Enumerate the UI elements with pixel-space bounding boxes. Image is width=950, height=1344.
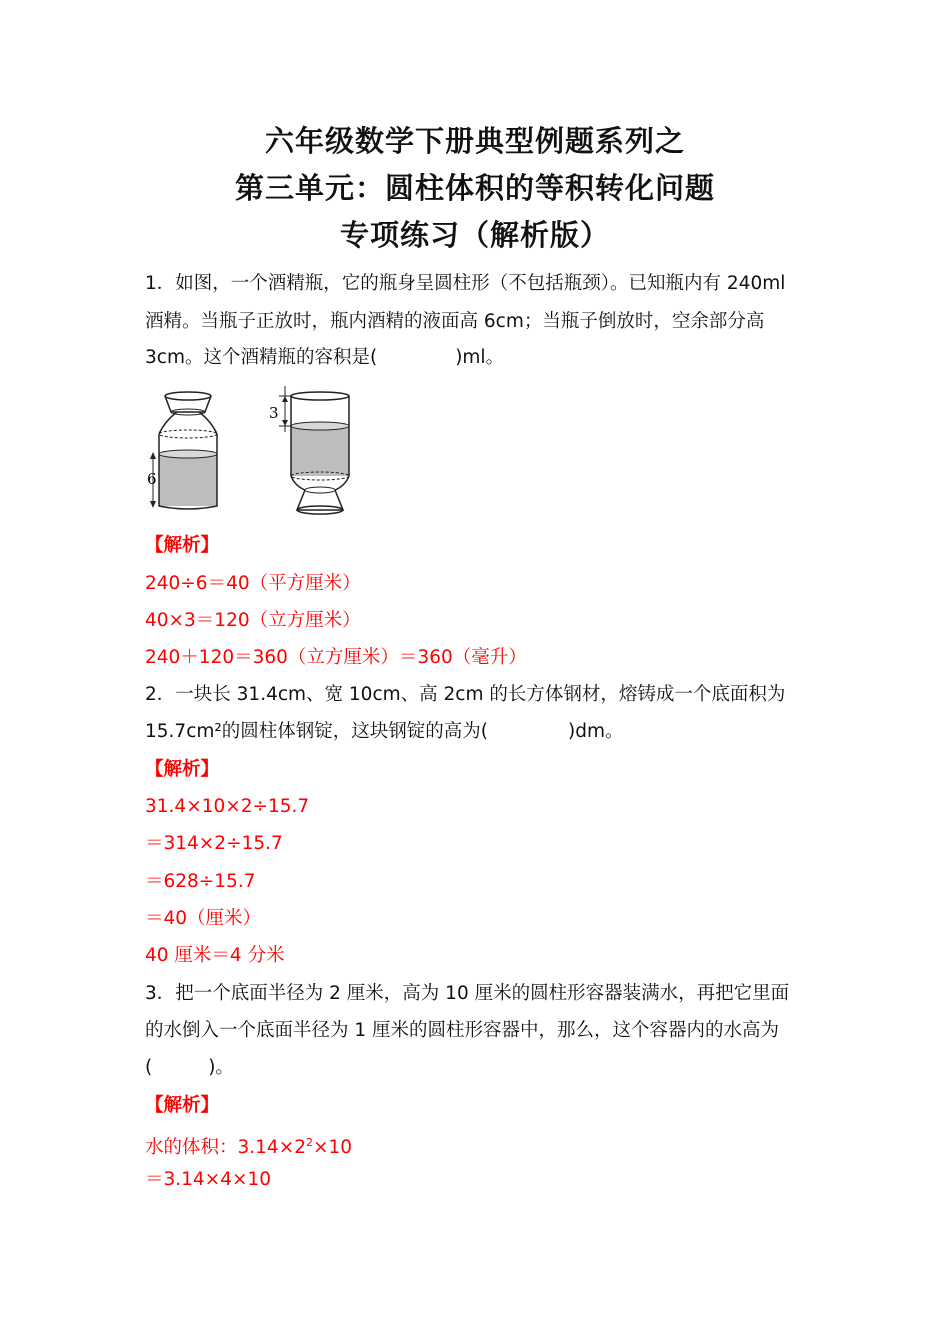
empty-space-label-3: 3 [269,404,279,422]
q1-line-3-end: )ml。 [455,347,505,368]
q2-line-2-start: 15.7cm²的圆柱体钢锭，这块钢锭的高为( [145,721,489,742]
q3-text-line-1: 3．把一个底面半径为 2 厘米，高为 10 厘米的圆柱形容器装满水，再把它里面 [145,983,790,1004]
q2-solution-line-5: 40 厘米＝4 分米 [145,945,285,966]
bottle-inverted [279,386,349,514]
q2-solution-line-4: ＝40（厘米） [145,908,262,929]
q1-text-line-2: 酒精。当瓶子正放时，瓶内酒精的液面高 6cm；当瓶子倒放时，空余部分高 [145,311,765,332]
q3-solution-1-prefix: 水的体积：3.14×2 [145,1137,306,1159]
title-line-2: 第三单元：圆柱体积的等积转化问题 [234,171,715,205]
bottle-figure [145,386,365,518]
q3-line-3-end: )。 [208,1057,234,1078]
q2-line-2-end: )dm。 [568,721,624,742]
q1-solution-line-2: 40×3＝120（立方厘米） [145,610,361,631]
q2-solution-line-1: 31.4×10×2÷15.7 [145,796,310,817]
title-line-3: 专项练习（解析版） [339,218,610,252]
title-line-1: 六年级数学下册典型例题系列之 [264,124,685,158]
q3-solution-1-exponent: 2 [305,1136,313,1149]
q3-text-line-3 [145,1055,234,1081]
q2-solution-line-2: ＝314×2÷15.7 [145,833,283,854]
q3-analysis-label: 【解析】 [145,1095,220,1116]
q1-text-line-1: 1．如图，一个酒精瓶，它的瓶身呈圆柱形（不包括瓶颈）。已知瓶内有 240ml [145,273,786,294]
bottle-height-label-6: 6 [147,470,157,488]
q3-solution-line-1 [145,1130,352,1161]
q2-text-line-2 [145,719,624,745]
q1-text-line-3 [145,345,504,371]
q1-solution-line-3: 240＋120＝360（立方厘米）＝360（毫升） [145,647,527,668]
q3-line-3-start: ( [145,1057,153,1078]
q2-solution-line-3: ＝628÷15.7 [145,871,256,892]
bottle-upright [150,392,217,509]
q2-text-line-1: 2．一块长 31.4cm、宽 10cm、高 2cm 的长方体钢材，熔铸成一个底面积为 [145,684,786,705]
q1-line-3-start: 3cm。这个酒精瓶的容积是( [145,347,378,368]
q2-analysis-label: 【解析】 [145,759,220,780]
q3-solution-1-suffix: ×10 [312,1137,353,1159]
q1-solution-line-1: 240÷6＝40（平方厘米） [145,573,361,594]
title-block [0,118,950,259]
q1-analysis-label: 【解析】 [145,535,220,556]
q3-solution-line-2: ＝3.14×4×10 [145,1169,272,1190]
q3-text-line-2: 的水倒入一个底面半径为 1 厘米的圆柱形容器中，那么，这个容器内的水高为 [145,1020,780,1041]
